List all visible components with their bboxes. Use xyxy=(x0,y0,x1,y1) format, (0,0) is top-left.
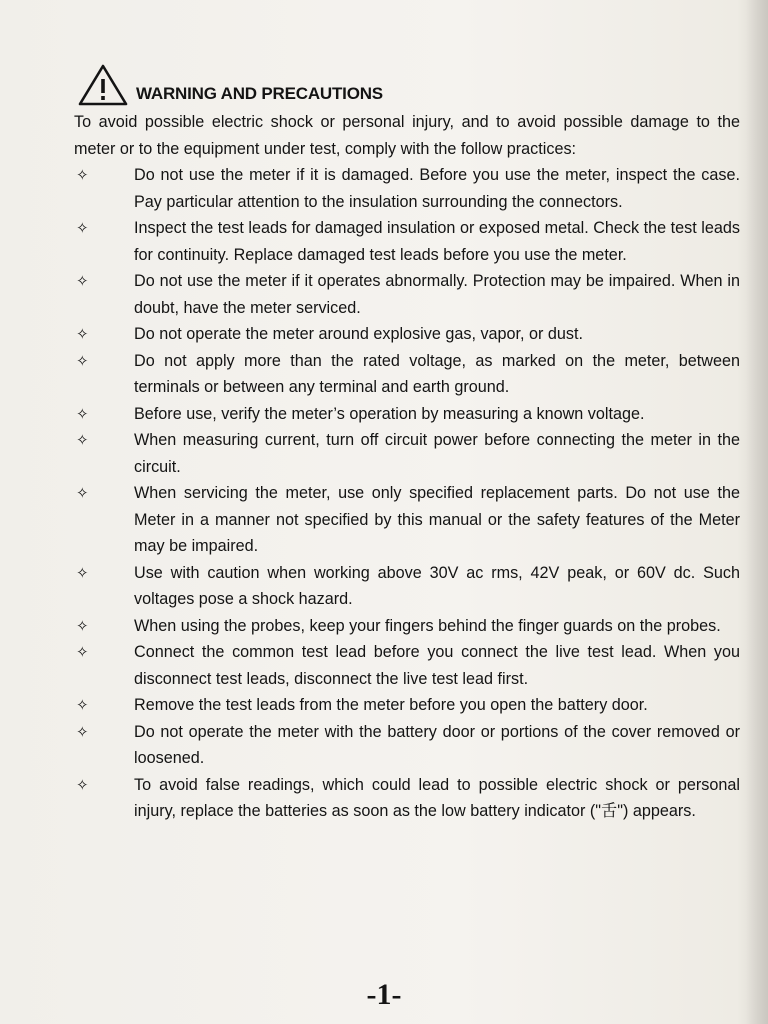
precaution-item xyxy=(74,215,740,268)
precaution-item xyxy=(74,480,740,560)
four-point-star-bullet-icon: ✧ xyxy=(76,166,89,184)
precaution-item xyxy=(74,162,740,215)
precautions-list xyxy=(74,162,740,825)
precaution-text: Do not apply more than the rated voltage, as marked on the meter, between terminals or between any terminal and earth ground. xyxy=(134,351,740,396)
precaution-text: When using the probes, keep your fingers behind the finger guards on the probes. xyxy=(134,616,721,635)
four-point-star-bullet-icon: ✧ xyxy=(76,616,89,635)
precaution-text: Do not operate the meter with the battery door or portions of the cover removed or loosened. xyxy=(134,722,740,767)
four-point-star-bullet-icon: ✧ xyxy=(76,696,89,714)
four-point-star-bullet-icon: ✧ xyxy=(76,775,89,794)
precaution-text: Connect the common test lead before you connect the live test lead. When you disconnect test leads, disconnect the live test lead first. xyxy=(134,643,740,688)
page-number: -1- xyxy=(366,978,402,1011)
warning-triangle-icon xyxy=(78,64,128,106)
precaution-item xyxy=(74,268,740,321)
warning-section xyxy=(74,62,740,825)
precaution-item xyxy=(74,427,740,480)
precaution-item xyxy=(74,348,740,401)
precaution-text: Use with caution when working above 30V ac rms, 42V peak, or 60V dc. Such voltages pose a shock hazard. xyxy=(134,563,740,608)
four-point-star-bullet-icon: ✧ xyxy=(76,325,89,343)
precaution-item xyxy=(74,401,740,428)
precaution-text: When measuring current, turn off circuit power before connecting the meter in the circuit. xyxy=(134,431,740,476)
precaution-text: Inspect the test leads for damaged insulation or exposed metal. Check the test leads for continuity. Replace damaged test leads before you use the meter. xyxy=(134,219,740,264)
precaution-text: Do not use the meter if it is damaged. Before you use the meter, inspect the case. Pay particular attention to the insulation surrounding the connectors. xyxy=(134,166,740,211)
four-point-star-bullet-icon: ✧ xyxy=(76,404,89,423)
section-heading xyxy=(74,62,740,106)
precaution-text: Remove the test leads from the meter before you open the battery door. xyxy=(134,696,648,714)
precaution-item xyxy=(74,719,740,772)
precaution-text: When servicing the meter, use only specified replacement parts. Do not use the Meter in a manner not specified by this manual or the safety features of the Meter may be impaired. xyxy=(134,484,740,555)
precaution-text: Before use, verify the meter’s operation by measuring a known voltage. xyxy=(134,404,645,423)
precaution-item xyxy=(74,321,740,348)
page-edge-shadow xyxy=(746,0,768,1024)
precaution-text: Do not use the meter if it operates abnormally. Protection may be impaired. When in doubt, have the meter serviced. xyxy=(134,272,740,317)
precaution-item xyxy=(74,692,740,719)
precaution-item xyxy=(74,613,740,640)
four-point-star-bullet-icon: ✧ xyxy=(76,563,89,582)
precaution-text: Do not operate the meter around explosive gas, vapor, or dust. xyxy=(134,325,584,343)
precaution-item xyxy=(74,560,740,613)
four-point-star-bullet-icon: ✧ xyxy=(76,643,89,661)
precaution-item xyxy=(74,639,740,692)
four-point-star-bullet-icon: ✧ xyxy=(76,219,89,237)
precaution-item xyxy=(74,772,740,825)
precaution-text: To avoid false readings, which could lead to possible electric shock or personal injury, replace the batteries as soon as the low battery indicator ("⾆") appears. xyxy=(134,775,740,820)
four-point-star-bullet-icon: ✧ xyxy=(76,722,89,741)
four-point-star-bullet-icon: ✧ xyxy=(76,484,89,502)
four-point-star-bullet-icon: ✧ xyxy=(76,431,89,449)
intro-paragraph: To avoid possible electric shock or personal injury, and to avoid possible damage to the meter or to the equipment under test, comply with the follow practices: xyxy=(74,113,740,158)
section-title: WARNING AND PRECAUTIONS xyxy=(136,84,383,103)
four-point-star-bullet-icon: ✧ xyxy=(76,272,89,290)
four-point-star-bullet-icon: ✧ xyxy=(76,351,89,370)
